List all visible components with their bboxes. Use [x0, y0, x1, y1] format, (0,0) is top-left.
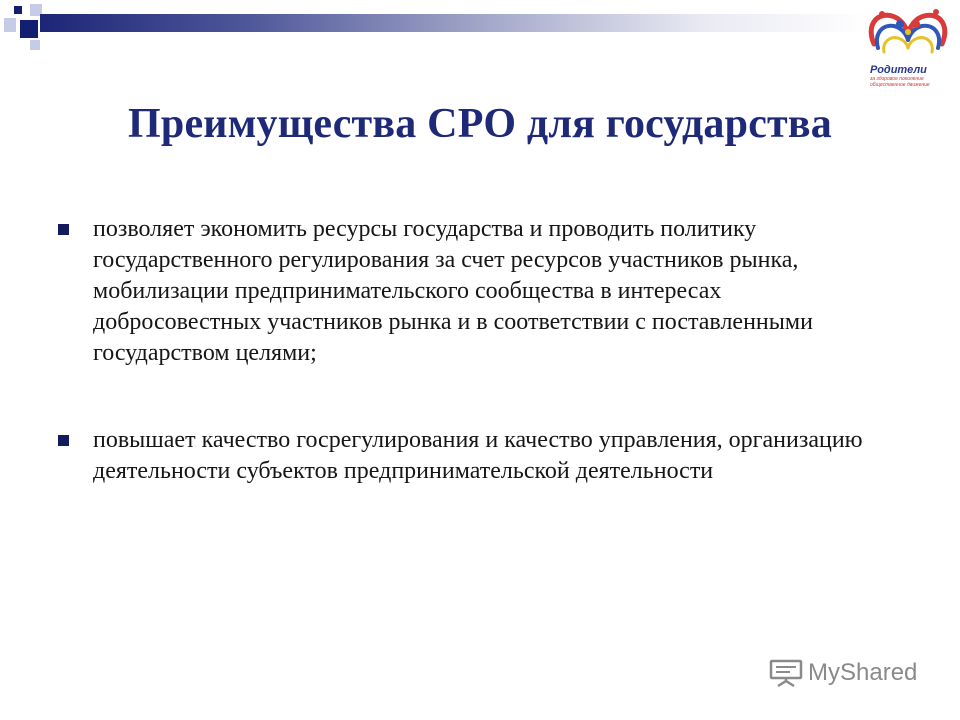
bullet-square-icon — [58, 224, 69, 235]
presentation-board-icon — [768, 658, 804, 688]
logo-subtitle-line2: общественное движение — [870, 82, 930, 88]
decor-square-navy-2 — [20, 20, 38, 38]
bullet-text: позволяет экономить ресурсы государства и проводить политику государственного регулирования за счет ресурсов участников рынка, мобилизации предпринимательского сообщества в интересах добросовестных участников рынка и в соответствии с поставленными государством целями; — [93, 216, 813, 366]
bullet-list — [58, 214, 878, 487]
decor-square-lavender-2 — [4, 18, 16, 32]
logo-subtitle-line1: за здоровое поколение — [870, 76, 924, 82]
slide-title: Преимущества СРО для государства — [128, 101, 832, 147]
logo-text — [870, 64, 954, 88]
bullet-item — [58, 425, 878, 487]
watermark — [768, 656, 917, 690]
heart-flag-icon — [862, 4, 954, 64]
decor-square-lavender-4 — [30, 40, 40, 50]
logo — [862, 4, 954, 100]
watermark-text: MyShared — [808, 659, 918, 686]
top-gradient-bar — [40, 14, 870, 32]
bullet-item — [58, 214, 878, 369]
decor-square-navy-1 — [14, 6, 22, 14]
logo-title: Родители — [870, 64, 927, 76]
bullet-square-icon — [58, 435, 69, 446]
bullet-text: повышает качество госрегулирования и качество управления, организацию деятельности субъектов предпринимательской деятельности — [93, 427, 863, 484]
